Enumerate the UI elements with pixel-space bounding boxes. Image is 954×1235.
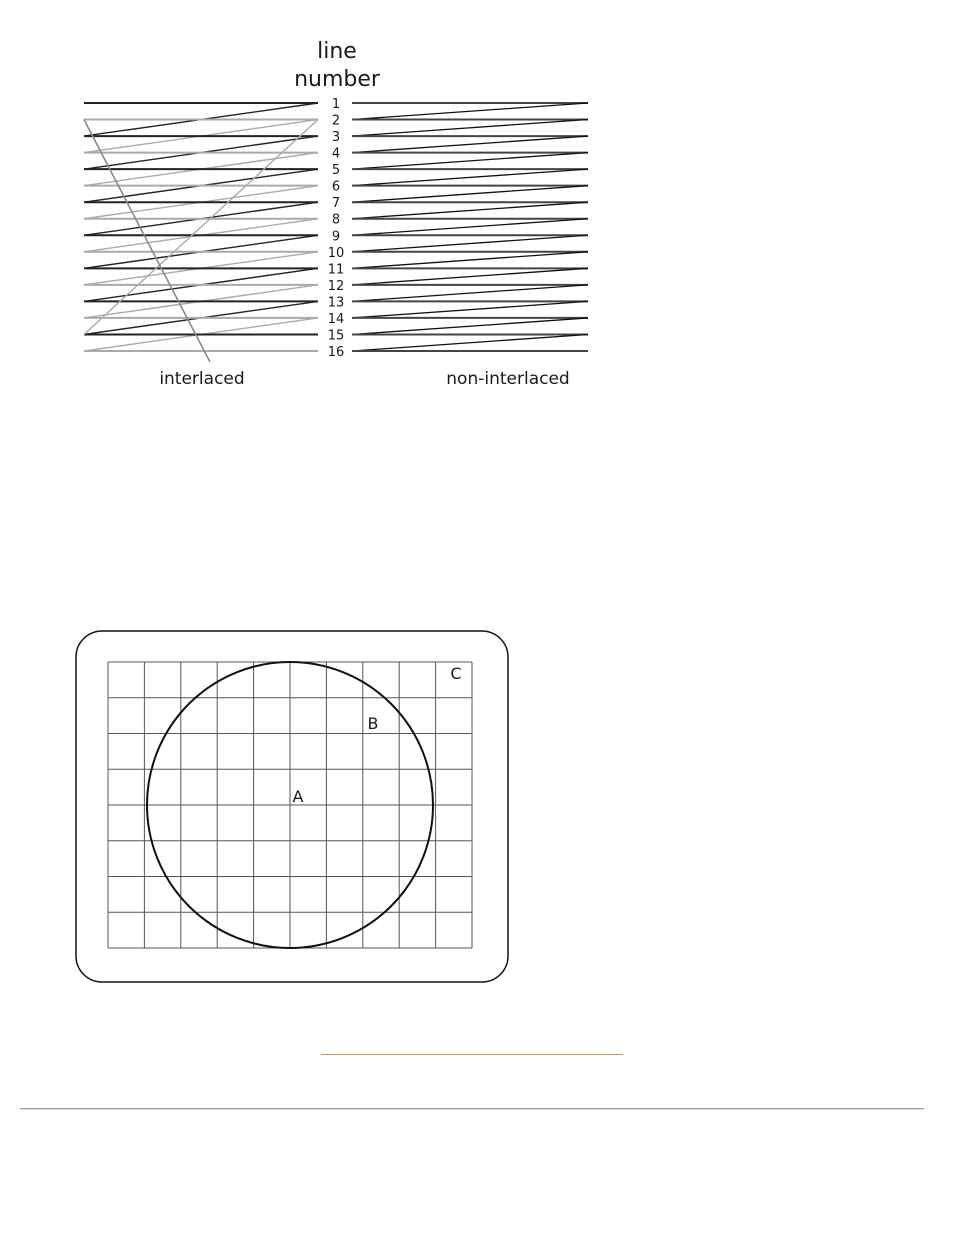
line-number-label: 7 xyxy=(331,196,341,212)
line-number-label: 1 xyxy=(331,97,341,112)
line-number-label: 8 xyxy=(331,212,341,228)
line-number-label: 6 xyxy=(331,179,341,195)
horizontal-divider xyxy=(20,1108,924,1110)
label-c: C xyxy=(450,664,462,683)
line-number-label: 10 xyxy=(327,245,345,261)
line-number-label: 14 xyxy=(327,311,345,327)
line-number-label: 3 xyxy=(331,130,341,146)
label-a: A xyxy=(292,787,304,806)
line-number-label: 4 xyxy=(331,146,341,162)
link-underline[interactable] xyxy=(321,1054,623,1055)
line-number-label: 11 xyxy=(327,262,345,278)
non-interlaced-label: non-interlaced xyxy=(446,369,570,389)
line-number-label: 13 xyxy=(327,295,345,311)
line-number-label: 16 xyxy=(327,345,345,360)
line-number-label: 12 xyxy=(327,278,345,294)
line-number-label: 5 xyxy=(331,163,341,179)
test-grid xyxy=(108,662,472,948)
line-number-label: 15 xyxy=(327,328,345,344)
interlaced-label: interlaced xyxy=(159,369,245,389)
line-number-header-line1: line xyxy=(317,39,357,64)
line-number-label: 2 xyxy=(331,113,341,129)
screen-bezel xyxy=(76,631,508,982)
line-number-label: 9 xyxy=(331,229,341,245)
line-number-header-line2: number xyxy=(294,67,380,92)
label-b: B xyxy=(367,714,379,733)
